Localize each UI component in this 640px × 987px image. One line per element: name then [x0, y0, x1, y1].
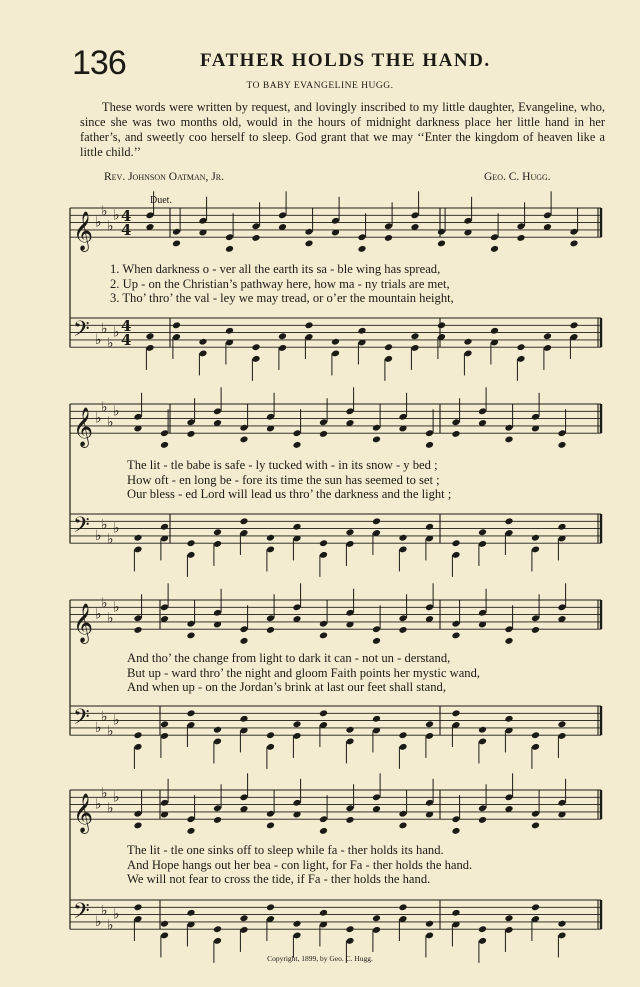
note-head [198, 338, 207, 346]
treble-clef-icon: 𝄞 [73, 211, 94, 252]
note-head [463, 338, 472, 346]
note-head [172, 321, 181, 329]
note-head [398, 626, 407, 634]
lyrics-system-3 [127, 651, 480, 695]
flat-icon: ♭ [101, 399, 108, 416]
lyric-line: And Hope hangs out her bea - con light, for Fa - ther holds the hand. [127, 857, 473, 872]
note-head [357, 327, 366, 335]
note-head [451, 631, 460, 639]
flat-icon: ♭ [113, 520, 120, 537]
flat-icon: ♭ [101, 320, 108, 337]
note-head [304, 239, 313, 247]
note-head [437, 321, 446, 329]
note-head [266, 534, 275, 542]
note-head [425, 720, 434, 728]
flat-icon: ♭ [113, 789, 120, 806]
note-head [531, 731, 540, 739]
flat-icon: ♭ [113, 712, 120, 729]
note-head [531, 626, 540, 634]
note-head [569, 239, 578, 247]
note-head [266, 626, 275, 634]
lyric-line: And tho’ the change from light to dark it can - not un - derstand, [127, 651, 451, 665]
note-head [133, 821, 142, 829]
note-head [239, 517, 248, 525]
note-head [213, 816, 222, 824]
flat-icon: ♭ [101, 785, 108, 802]
flat-icon: ♭ [95, 796, 102, 813]
note-head [398, 731, 407, 739]
author-credit: Rev. Johnson Oatman, Jr. [104, 171, 224, 183]
note-head [372, 517, 381, 525]
lyric-line: But up - ward thro’ the night and gloom Faith points her mystic wand, [127, 665, 481, 680]
note-head [504, 435, 513, 443]
note-head [372, 914, 381, 922]
note-head [569, 321, 578, 329]
note-head [278, 332, 287, 340]
note-head [160, 920, 169, 928]
note-head [451, 909, 460, 917]
note-head [504, 517, 513, 525]
flat-icon: ♭ [95, 214, 102, 231]
bass-clef-icon: 𝄢 [73, 513, 90, 543]
note-head [372, 715, 381, 723]
note-head [133, 534, 142, 542]
note-head [557, 441, 566, 449]
flat-icon: ♭ [107, 610, 114, 627]
note-head [531, 903, 540, 911]
note-head [292, 720, 301, 728]
note-head [319, 709, 328, 717]
note-head [133, 731, 142, 739]
note-head [225, 245, 234, 253]
tempo-marking: Duet. [150, 195, 172, 206]
note-head [266, 821, 275, 829]
note-head [478, 726, 487, 734]
lyric-line: The lit - tle one sinks off to sleep while fa - ther holds its hand. [127, 843, 444, 857]
flat-icon: ♭ [113, 207, 120, 224]
note-head [490, 327, 499, 335]
flat-icon: ♭ [95, 331, 102, 348]
note-head [478, 816, 487, 824]
note-head [145, 332, 154, 340]
flat-icon: ♭ [107, 531, 114, 548]
note-head [292, 523, 301, 531]
time-signature: 4 [121, 207, 132, 225]
note-head [172, 239, 181, 247]
note-head [133, 626, 142, 634]
note-head [304, 321, 313, 329]
flat-icon: ♭ [95, 913, 102, 930]
note-head [490, 245, 499, 253]
intro-text: These words were written by request, and lovingly inscribed to my little daughter, Evangeline, who, since she was two months old, would in the hours of midnight darkness place her little hand in her father’s, and sweetly coo herself to sleep. God grant that we may ‘‘Enter the kingdom of heaven like a little child.’’ [80, 100, 605, 159]
note-head [357, 245, 366, 253]
note-head [384, 234, 393, 242]
lyric-line: 2. Up - on the Christian’s pathway here, how ma - ny trials are met, [110, 276, 450, 291]
note-head [213, 726, 222, 734]
flat-icon: ♭ [107, 335, 114, 352]
flat-icon: ♭ [101, 902, 108, 919]
flat-icon: ♭ [95, 719, 102, 736]
note-head [398, 903, 407, 911]
flat-icon: ♭ [107, 723, 114, 740]
note-head [504, 914, 513, 922]
lyrics-system-2 [127, 458, 451, 502]
note-head [478, 528, 487, 536]
note-head [292, 920, 301, 928]
lyric-line: And when up - on the Jordan’s brink at last our feet shall stand, [127, 680, 446, 695]
note-head [410, 332, 419, 340]
flat-icon: ♭ [101, 203, 108, 220]
note-head [531, 821, 540, 829]
note-head [319, 909, 328, 917]
dedication: TO BABY EVANGELINE HUGG. [246, 81, 394, 91]
flat-icon: ♭ [113, 403, 120, 420]
note-head [557, 720, 566, 728]
flat-icon: ♭ [95, 410, 102, 427]
note-head [292, 441, 301, 449]
note-head [319, 827, 328, 835]
copyright-notice: Copyright, 1899, by Geo. C. Hugg. [267, 954, 373, 963]
note-head [531, 534, 540, 542]
flat-icon: ♭ [107, 800, 114, 817]
note-head [398, 534, 407, 542]
hymn-number: 136 [72, 44, 126, 82]
treble-clef-icon: 𝄞 [73, 793, 94, 834]
lyric-line: How oft - en long be - fore its time the sun has seemed to set ; [127, 472, 440, 487]
note-head [186, 709, 195, 717]
composer-credit: Geo. C. Hugg. [484, 171, 551, 183]
note-head [319, 631, 328, 639]
note-head [345, 528, 354, 536]
note-head [239, 637, 248, 645]
flat-icon: ♭ [95, 606, 102, 623]
note-head [251, 234, 260, 242]
note-head [425, 920, 434, 928]
lyrics-system-1 [110, 262, 454, 306]
lyric-line: We will not fear to cross the tide, if Fa - ther holds the hand. [127, 872, 431, 887]
note-head [160, 523, 169, 531]
time-signature: 4 [121, 331, 132, 349]
note-head [186, 631, 195, 639]
note-head [213, 925, 222, 933]
note-head [504, 715, 513, 723]
note-head [516, 343, 525, 351]
note-head [425, 523, 434, 531]
note-head [384, 343, 393, 351]
note-head [398, 821, 407, 829]
flat-icon: ♭ [107, 414, 114, 431]
note-head [186, 539, 195, 547]
flat-icon: ♭ [101, 595, 108, 612]
lyric-line: 3. Tho’ thro’ the val - ley we may tread, or o’er the mountain height, [110, 291, 454, 306]
note-head [478, 925, 487, 933]
note-head [213, 528, 222, 536]
note-head [319, 539, 328, 547]
hymn-title: FATHER HOLDS THE HAND. [200, 50, 491, 71]
note-head [239, 435, 248, 443]
time-signature: 4 [121, 317, 132, 335]
note-head [186, 430, 195, 438]
flat-icon: ♭ [101, 516, 108, 533]
flat-icon: ♭ [107, 218, 114, 235]
note-head [516, 234, 525, 242]
note-head [266, 731, 275, 739]
note-head [557, 523, 566, 531]
note-head [372, 435, 381, 443]
lyric-line: Our bless - ed Lord will lead us thro’ the darkness and the light ; [127, 487, 452, 502]
note-head [437, 239, 446, 247]
note-head [451, 709, 460, 717]
note-head [425, 441, 434, 449]
flat-icon: ♭ [107, 917, 114, 934]
note-head [345, 816, 354, 824]
bass-clef-icon: 𝄢 [73, 899, 90, 929]
bass-clef-icon: 𝄢 [73, 317, 90, 347]
note-head [372, 637, 381, 645]
note-head [451, 827, 460, 835]
time-signature: 4 [121, 221, 132, 239]
note-head [225, 327, 234, 335]
note-head [186, 827, 195, 835]
flat-icon: ♭ [113, 906, 120, 923]
flat-icon: ♭ [95, 527, 102, 544]
treble-clef-icon: 𝄞 [73, 603, 94, 644]
note-head [543, 332, 552, 340]
note-head [239, 914, 248, 922]
note-head [504, 637, 513, 645]
note-head [451, 430, 460, 438]
bass-clef-icon: 𝄢 [73, 705, 90, 735]
note-head [160, 720, 169, 728]
note-head [186, 909, 195, 917]
lyrics-system-4 [127, 843, 472, 887]
note-head [251, 343, 260, 351]
note-head [345, 925, 354, 933]
lyric-line: 1. When darkness o - ver all the earth its sa - ble wing has spread, [110, 262, 441, 276]
lyric-line: The lit - tle babe is safe - ly tucked with - in its snow - y bed ; [127, 458, 438, 472]
note-head [133, 903, 142, 911]
note-head [451, 539, 460, 547]
note-head [160, 441, 169, 449]
note-head [239, 715, 248, 723]
flat-icon: ♭ [113, 324, 120, 341]
flat-icon: ♭ [101, 708, 108, 725]
flat-icon: ♭ [113, 599, 120, 616]
note-head [345, 726, 354, 734]
treble-clef-icon: 𝄞 [73, 407, 94, 448]
note-head [331, 338, 340, 346]
note-head [266, 903, 275, 911]
note-head [319, 430, 328, 438]
note-head [557, 920, 566, 928]
